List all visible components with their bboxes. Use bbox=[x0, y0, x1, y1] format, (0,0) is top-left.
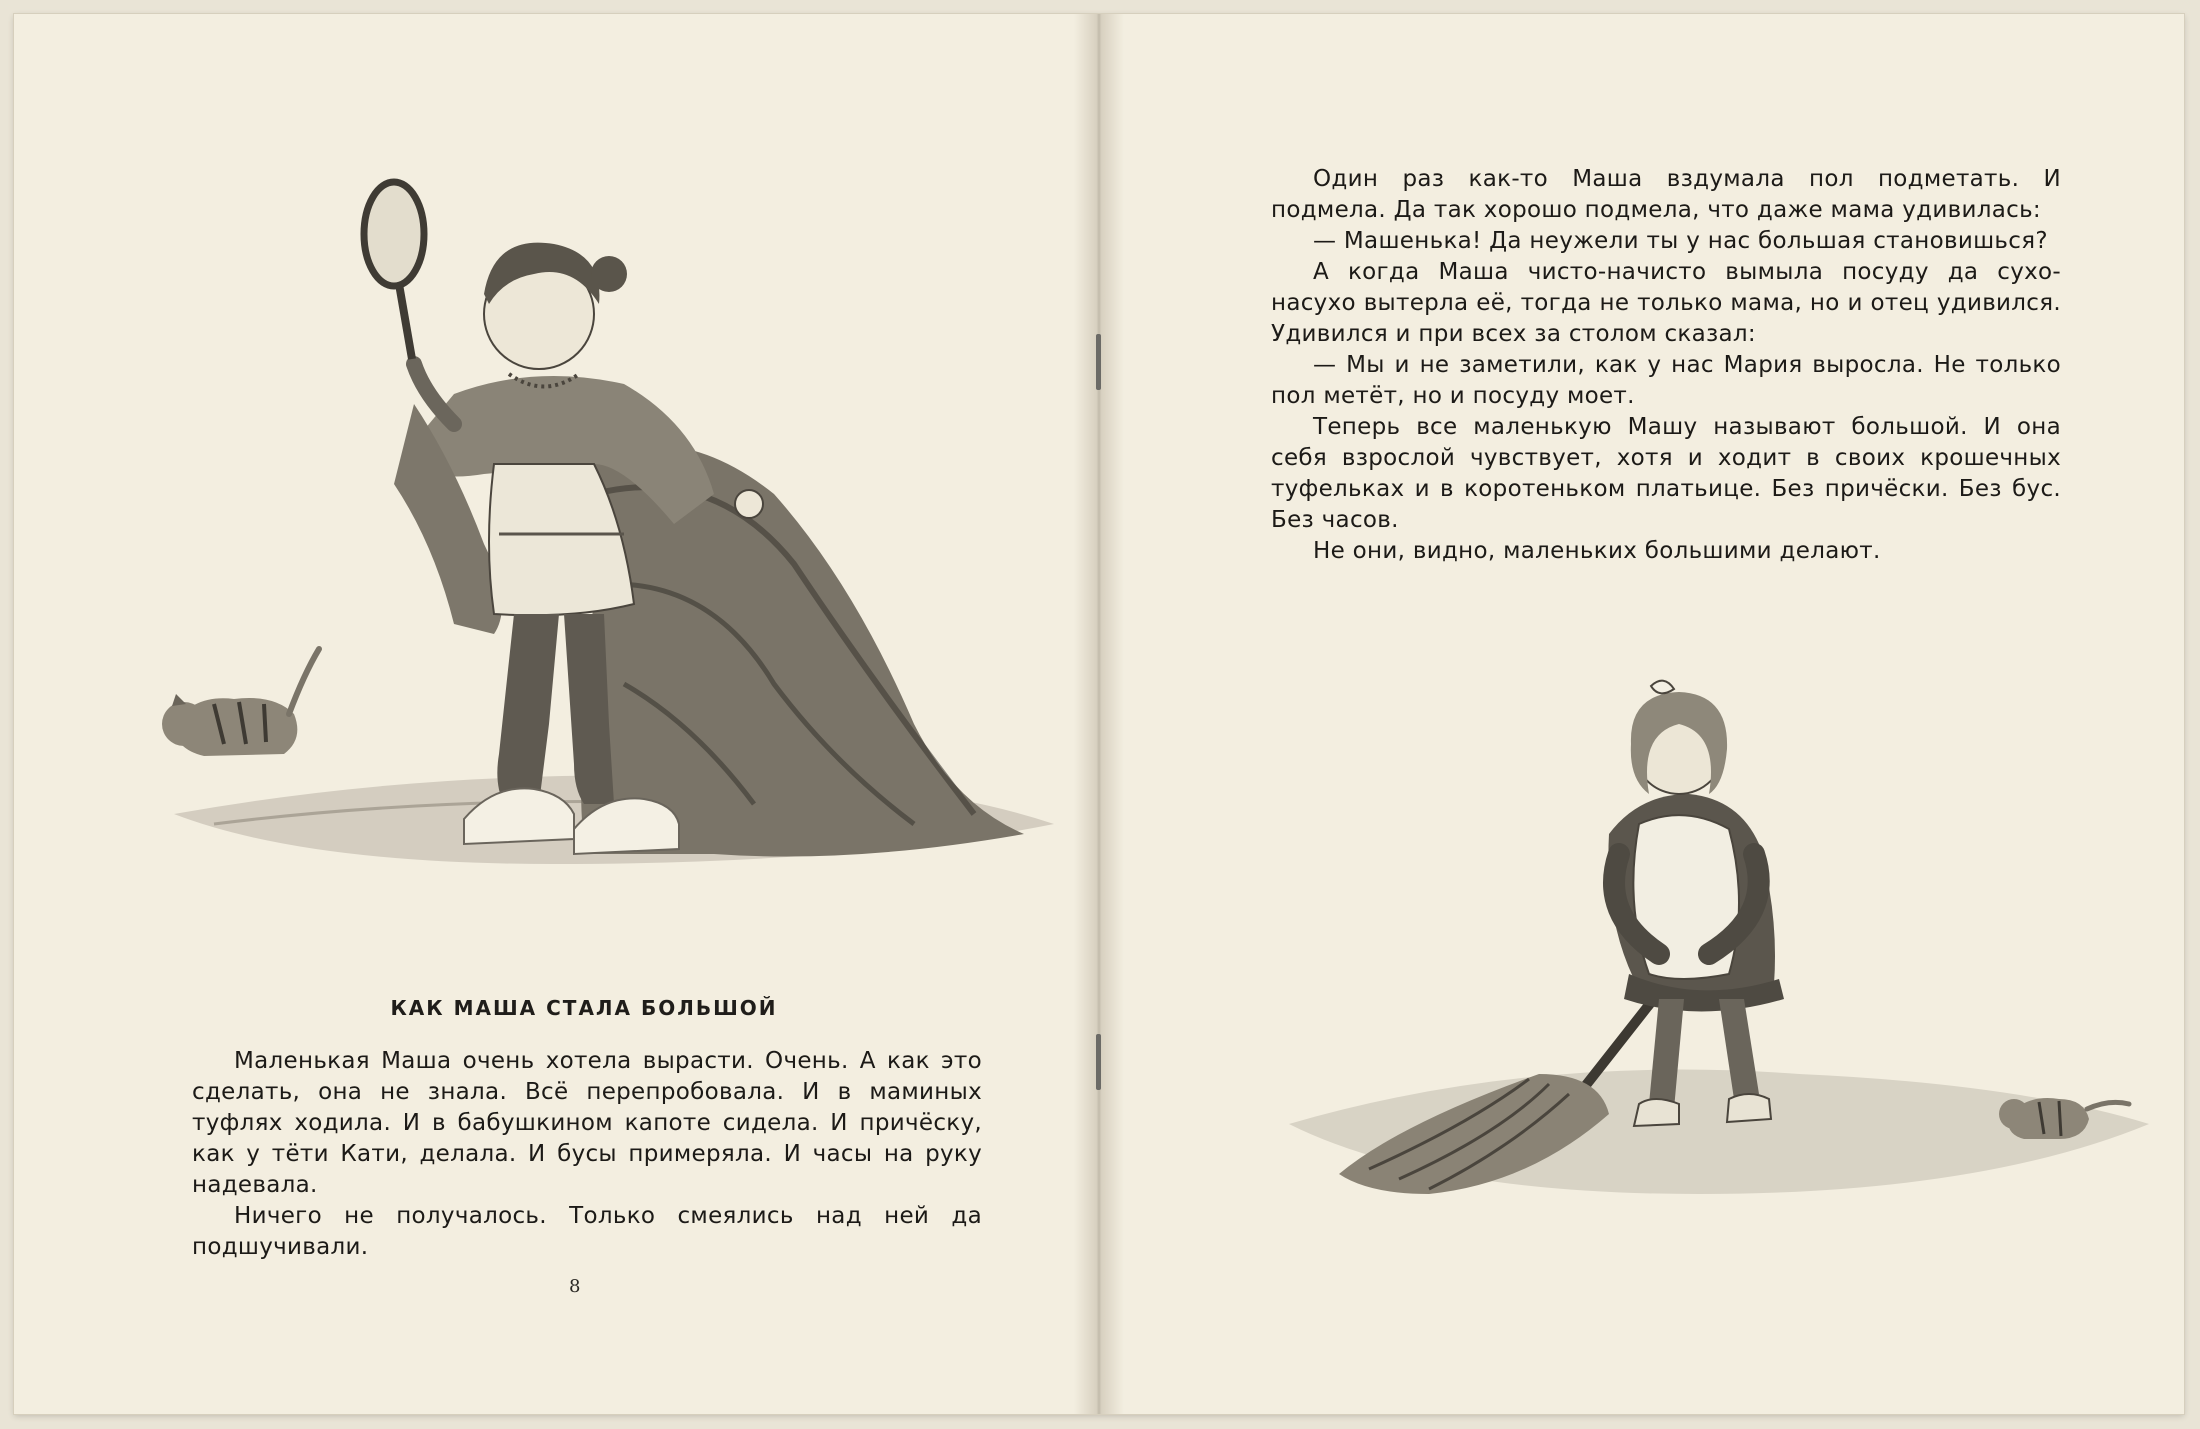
illustration-girl-with-mirror bbox=[154, 164, 1074, 924]
paragraph: А когда Маша чисто-начисто вымыла посуду да сухо-насухо вытерла её, тогда не только мама, но и отец удивился. Удивился и при всех за столом сказал: bbox=[1271, 259, 2061, 347]
paragraph: Теперь все маленькую Машу называют большой. И она себя взрослой чувствует, хотя и ходит в своих крошечных туфельках и в коротеньком платьице. Без причёски. Без бус. Без часов. bbox=[1271, 414, 2061, 533]
paragraph: Один раз как-то Маша вздумала пол подметать. И подмела. Да так хорошо подмела, что даже мама удивилась: bbox=[1271, 166, 2061, 223]
illustration-girl-sweeping bbox=[1279, 654, 2159, 1214]
book-gutter bbox=[1074, 14, 1124, 1414]
paragraph: Маленькая Маша очень хотела вырасти. Очень. А как это сделать, она не знала. Всё перепробовала. И в маминых туфлях ходила. И в бабушкином капоте сидела. И причёску, как у тёти Кати, делала. И бусы примеряла. И часы на руку надевала. bbox=[192, 1048, 982, 1198]
paragraph: Не они, видно, маленьких большими делают. bbox=[1313, 538, 1881, 564]
book-spread bbox=[14, 14, 2184, 1414]
page-number: 8 bbox=[569, 1276, 581, 1297]
right-page bbox=[1099, 14, 2184, 1414]
paragraph: — Машенька! Да неужели ты у нас большая становишься? bbox=[1313, 228, 2048, 254]
paragraph: Ничего не получалось. Только смеялись над ней да подшучивали. bbox=[192, 1203, 982, 1260]
left-page-text bbox=[192, 1046, 982, 1263]
staple-top bbox=[1096, 334, 1101, 390]
story-title: КАК МАША СТАЛА БОЛЬШОЙ bbox=[390, 996, 778, 1020]
right-page-text bbox=[1271, 164, 2061, 567]
paragraph: — Мы и не заметили, как у нас Мария выросла. Не только пол метёт, но и посуду моет. bbox=[1271, 352, 2061, 409]
staple-bottom bbox=[1096, 1034, 1101, 1090]
left-page bbox=[14, 14, 1099, 1414]
